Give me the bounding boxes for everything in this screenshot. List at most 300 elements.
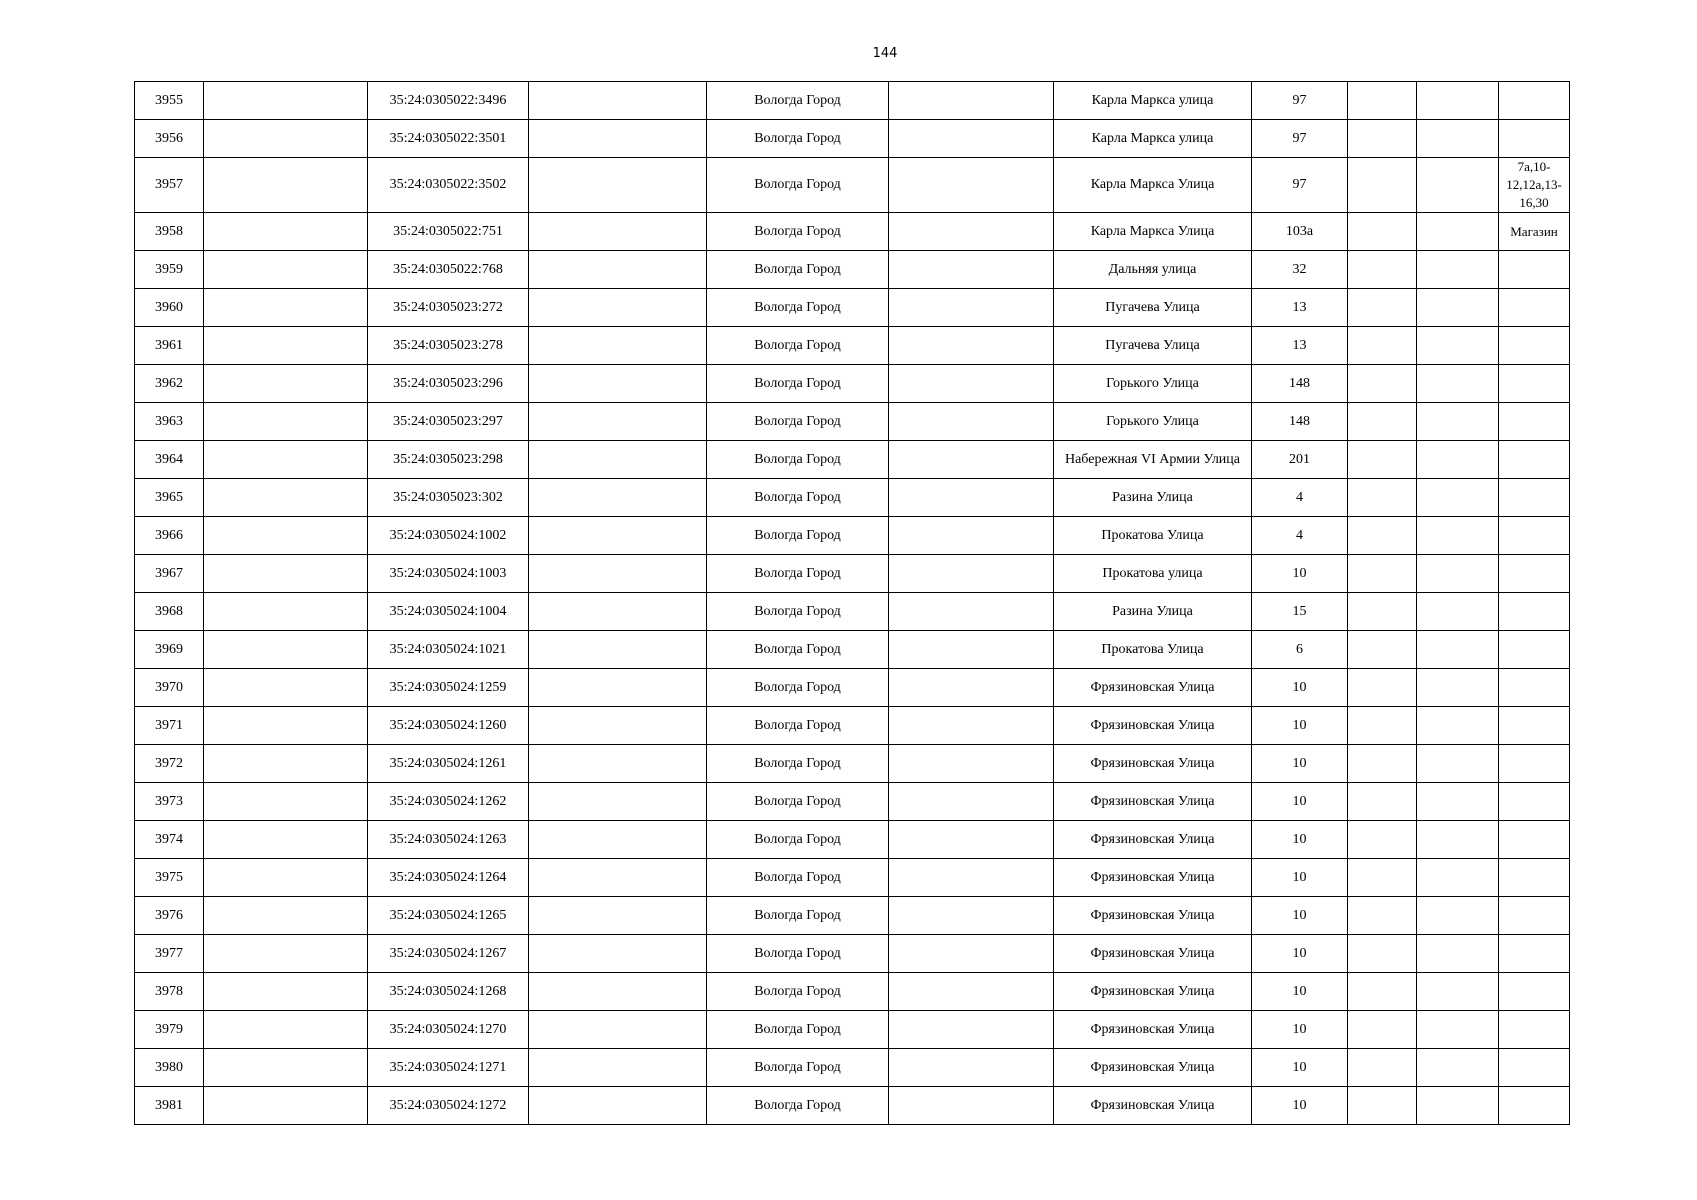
street-cell: Пугачева Улица <box>1054 289 1252 327</box>
empty-cell <box>204 1049 368 1087</box>
cadastral-number-cell: 35:24:0305024:1002 <box>368 517 529 555</box>
table-row <box>135 897 1570 935</box>
empty-cell <box>889 555 1054 593</box>
empty-cell <box>889 745 1054 783</box>
street-cell: Дальняя улица <box>1054 251 1252 289</box>
empty-cell <box>889 593 1054 631</box>
note-cell <box>1499 251 1570 289</box>
empty-cell <box>1417 158 1499 213</box>
empty-cell <box>529 403 707 441</box>
empty-cell <box>1417 82 1499 120</box>
empty-cell <box>529 158 707 213</box>
empty-cell <box>529 327 707 365</box>
empty-cell <box>1417 707 1499 745</box>
table-row <box>135 82 1570 120</box>
empty-cell <box>1348 821 1417 859</box>
empty-cell <box>889 973 1054 1011</box>
row-number-cell: 3956 <box>135 120 204 158</box>
cadastral-number-cell: 35:24:0305023:296 <box>368 365 529 403</box>
empty-cell <box>1417 745 1499 783</box>
note-cell: 7а,10-12,12а,13-16,30 <box>1499 158 1570 213</box>
table-row <box>135 973 1570 1011</box>
empty-cell <box>1348 745 1417 783</box>
city-cell: Вологда Город <box>707 1087 889 1125</box>
row-number-cell: 3969 <box>135 631 204 669</box>
table-row <box>135 1011 1570 1049</box>
row-number-cell: 3977 <box>135 935 204 973</box>
city-cell: Вологда Город <box>707 973 889 1011</box>
row-number-cell: 3958 <box>135 213 204 251</box>
empty-cell <box>1348 973 1417 1011</box>
city-cell: Вологда Город <box>707 821 889 859</box>
table-row <box>135 707 1570 745</box>
table-row <box>135 327 1570 365</box>
house-number-cell: 10 <box>1252 669 1348 707</box>
empty-cell <box>889 631 1054 669</box>
street-cell: Фрязиновская Улица <box>1054 897 1252 935</box>
empty-cell <box>204 935 368 973</box>
table-row <box>135 1049 1570 1087</box>
city-cell: Вологда Город <box>707 158 889 213</box>
table-row <box>135 479 1570 517</box>
empty-cell <box>529 745 707 783</box>
city-cell: Вологда Город <box>707 365 889 403</box>
empty-cell <box>889 441 1054 479</box>
table-row <box>135 1087 1570 1125</box>
house-number-cell: 10 <box>1252 1011 1348 1049</box>
house-number-cell: 4 <box>1252 517 1348 555</box>
empty-cell <box>529 859 707 897</box>
empty-cell <box>889 897 1054 935</box>
empty-cell <box>1417 935 1499 973</box>
row-number-cell: 3976 <box>135 897 204 935</box>
empty-cell <box>1348 517 1417 555</box>
empty-cell <box>529 593 707 631</box>
table-row <box>135 669 1570 707</box>
empty-cell <box>1348 327 1417 365</box>
cadastral-number-cell: 35:24:0305022:3502 <box>368 158 529 213</box>
row-number-cell: 3975 <box>135 859 204 897</box>
cadastral-number-cell: 35:24:0305024:1004 <box>368 593 529 631</box>
empty-cell <box>204 213 368 251</box>
cadastral-number-cell: 35:24:0305022:751 <box>368 213 529 251</box>
city-cell: Вологда Город <box>707 1011 889 1049</box>
street-cell: Горького Улица <box>1054 403 1252 441</box>
city-cell: Вологда Город <box>707 120 889 158</box>
empty-cell <box>1417 1011 1499 1049</box>
city-cell: Вологда Город <box>707 669 889 707</box>
street-cell: Фрязиновская Улица <box>1054 1011 1252 1049</box>
street-cell: Фрязиновская Улица <box>1054 859 1252 897</box>
empty-cell <box>1348 441 1417 479</box>
street-cell: Карла Маркса Улица <box>1054 158 1252 213</box>
empty-cell <box>889 327 1054 365</box>
empty-cell <box>1348 158 1417 213</box>
street-cell: Карла Маркса улица <box>1054 120 1252 158</box>
cadastral-number-cell: 35:24:0305024:1021 <box>368 631 529 669</box>
row-number-cell: 3964 <box>135 441 204 479</box>
empty-cell <box>529 821 707 859</box>
row-number-cell: 3962 <box>135 365 204 403</box>
note-cell <box>1499 593 1570 631</box>
street-cell: Фрязиновская Улица <box>1054 669 1252 707</box>
empty-cell <box>529 669 707 707</box>
note-cell <box>1499 973 1570 1011</box>
empty-cell <box>889 1087 1054 1125</box>
empty-cell <box>889 251 1054 289</box>
row-number-cell: 3972 <box>135 745 204 783</box>
empty-cell <box>1417 403 1499 441</box>
note-cell <box>1499 745 1570 783</box>
empty-cell <box>529 441 707 479</box>
house-number-cell: 97 <box>1252 120 1348 158</box>
table-row <box>135 403 1570 441</box>
empty-cell <box>1417 593 1499 631</box>
city-cell: Вологда Город <box>707 1049 889 1087</box>
empty-cell <box>889 479 1054 517</box>
empty-cell <box>529 555 707 593</box>
page-number: 144 <box>872 46 898 61</box>
empty-cell <box>1348 1087 1417 1125</box>
empty-cell <box>889 669 1054 707</box>
city-cell: Вологда Город <box>707 707 889 745</box>
table-row <box>135 517 1570 555</box>
empty-cell <box>204 593 368 631</box>
cadastral-number-cell: 35:24:0305024:1264 <box>368 859 529 897</box>
empty-cell <box>889 859 1054 897</box>
note-cell: Магазин <box>1499 213 1570 251</box>
empty-cell <box>1348 1049 1417 1087</box>
empty-cell <box>204 555 368 593</box>
empty-cell <box>1417 669 1499 707</box>
empty-cell <box>204 783 368 821</box>
cadastral-number-cell: 35:24:0305024:1263 <box>368 821 529 859</box>
note-cell <box>1499 365 1570 403</box>
table-row <box>135 821 1570 859</box>
cadastral-number-cell: 35:24:0305024:1259 <box>368 669 529 707</box>
empty-cell <box>204 158 368 213</box>
empty-cell <box>1417 821 1499 859</box>
empty-cell <box>204 973 368 1011</box>
city-cell: Вологда Город <box>707 783 889 821</box>
city-cell: Вологда Город <box>707 251 889 289</box>
empty-cell <box>204 479 368 517</box>
empty-cell <box>889 82 1054 120</box>
empty-cell <box>204 669 368 707</box>
note-cell <box>1499 120 1570 158</box>
row-number-cell: 3957 <box>135 158 204 213</box>
street-cell: Горького Улица <box>1054 365 1252 403</box>
note-cell <box>1499 1049 1570 1087</box>
empty-cell <box>1417 859 1499 897</box>
empty-cell <box>1348 365 1417 403</box>
house-number-cell: 10 <box>1252 935 1348 973</box>
street-cell: Фрязиновская Улица <box>1054 1087 1252 1125</box>
city-cell: Вологда Город <box>707 82 889 120</box>
empty-cell <box>1348 669 1417 707</box>
street-cell: Пугачева Улица <box>1054 327 1252 365</box>
street-cell: Карла Маркса Улица <box>1054 213 1252 251</box>
house-number-cell: 10 <box>1252 859 1348 897</box>
cadastral-number-cell: 35:24:0305023:302 <box>368 479 529 517</box>
empty-cell <box>529 707 707 745</box>
note-cell <box>1499 441 1570 479</box>
empty-cell <box>529 82 707 120</box>
empty-cell <box>1348 707 1417 745</box>
house-number-cell: 148 <box>1252 365 1348 403</box>
cadastral-number-cell: 35:24:0305023:298 <box>368 441 529 479</box>
table-row <box>135 745 1570 783</box>
row-number-cell: 3980 <box>135 1049 204 1087</box>
note-cell <box>1499 289 1570 327</box>
table-row <box>135 213 1570 251</box>
house-number-cell: 10 <box>1252 973 1348 1011</box>
note-cell <box>1499 783 1570 821</box>
street-cell: Разина Улица <box>1054 593 1252 631</box>
house-number-cell: 13 <box>1252 289 1348 327</box>
empty-cell <box>529 479 707 517</box>
city-cell: Вологда Город <box>707 403 889 441</box>
empty-cell <box>529 517 707 555</box>
empty-cell <box>529 213 707 251</box>
city-cell: Вологда Город <box>707 327 889 365</box>
note-cell <box>1499 935 1570 973</box>
empty-cell <box>1417 479 1499 517</box>
empty-cell <box>1348 935 1417 973</box>
street-cell: Разина Улица <box>1054 479 1252 517</box>
empty-cell <box>1417 517 1499 555</box>
house-number-cell: 10 <box>1252 555 1348 593</box>
row-number-cell: 3960 <box>135 289 204 327</box>
empty-cell <box>889 158 1054 213</box>
table-row <box>135 365 1570 403</box>
empty-cell <box>1348 479 1417 517</box>
empty-cell <box>204 821 368 859</box>
note-cell <box>1499 517 1570 555</box>
table-row <box>135 251 1570 289</box>
empty-cell <box>1348 783 1417 821</box>
cadastral-number-cell: 35:24:0305024:1265 <box>368 897 529 935</box>
note-cell <box>1499 82 1570 120</box>
registry-body <box>135 82 1570 1125</box>
city-cell: Вологда Город <box>707 441 889 479</box>
empty-cell <box>204 745 368 783</box>
empty-cell <box>204 289 368 327</box>
table-row <box>135 593 1570 631</box>
row-number-cell: 3966 <box>135 517 204 555</box>
empty-cell <box>529 1049 707 1087</box>
house-number-cell: 10 <box>1252 821 1348 859</box>
note-cell <box>1499 555 1570 593</box>
house-number-cell: 10 <box>1252 745 1348 783</box>
note-cell <box>1499 327 1570 365</box>
empty-cell <box>1348 82 1417 120</box>
empty-cell <box>1417 1087 1499 1125</box>
row-number-cell: 3971 <box>135 707 204 745</box>
empty-cell <box>1348 213 1417 251</box>
empty-cell <box>204 251 368 289</box>
house-number-cell: 32 <box>1252 251 1348 289</box>
street-cell: Карла Маркса улица <box>1054 82 1252 120</box>
street-cell: Фрязиновская Улица <box>1054 935 1252 973</box>
empty-cell <box>204 1087 368 1125</box>
empty-cell <box>889 517 1054 555</box>
cadastral-number-cell: 35:24:0305023:297 <box>368 403 529 441</box>
street-cell: Фрязиновская Улица <box>1054 821 1252 859</box>
house-number-cell: 97 <box>1252 82 1348 120</box>
empty-cell <box>889 707 1054 745</box>
empty-cell <box>204 403 368 441</box>
empty-cell <box>204 1011 368 1049</box>
house-number-cell: 10 <box>1252 897 1348 935</box>
house-number-cell: 10 <box>1252 783 1348 821</box>
empty-cell <box>529 935 707 973</box>
empty-cell <box>529 897 707 935</box>
empty-cell <box>889 213 1054 251</box>
house-number-cell: 148 <box>1252 403 1348 441</box>
table-row <box>135 783 1570 821</box>
empty-cell <box>1417 1049 1499 1087</box>
empty-cell <box>889 365 1054 403</box>
house-number-cell: 103а <box>1252 213 1348 251</box>
street-cell: Прокатова Улица <box>1054 517 1252 555</box>
empty-cell <box>1417 289 1499 327</box>
empty-cell <box>1348 1011 1417 1049</box>
empty-cell <box>529 631 707 669</box>
table-row <box>135 158 1570 213</box>
note-cell <box>1499 897 1570 935</box>
row-number-cell: 3973 <box>135 783 204 821</box>
empty-cell <box>529 1087 707 1125</box>
empty-cell <box>1417 555 1499 593</box>
note-cell <box>1499 403 1570 441</box>
cadastral-number-cell: 35:24:0305024:1262 <box>368 783 529 821</box>
house-number-cell: 97 <box>1252 158 1348 213</box>
row-number-cell: 3979 <box>135 1011 204 1049</box>
house-number-cell: 6 <box>1252 631 1348 669</box>
row-number-cell: 3978 <box>135 973 204 1011</box>
house-number-cell: 201 <box>1252 441 1348 479</box>
empty-cell <box>529 120 707 158</box>
note-cell <box>1499 821 1570 859</box>
empty-cell <box>889 1049 1054 1087</box>
note-cell <box>1499 707 1570 745</box>
empty-cell <box>1417 213 1499 251</box>
empty-cell <box>1417 973 1499 1011</box>
empty-cell <box>1348 897 1417 935</box>
house-number-cell: 13 <box>1252 327 1348 365</box>
city-cell: Вологда Город <box>707 745 889 783</box>
table-row <box>135 631 1570 669</box>
empty-cell <box>204 82 368 120</box>
house-number-cell: 15 <box>1252 593 1348 631</box>
row-number-cell: 3965 <box>135 479 204 517</box>
table-row <box>135 555 1570 593</box>
city-cell: Вологда Город <box>707 289 889 327</box>
empty-cell <box>1417 441 1499 479</box>
city-cell: Вологда Город <box>707 935 889 973</box>
empty-cell <box>889 783 1054 821</box>
row-number-cell: 3963 <box>135 403 204 441</box>
street-cell: Набережная VI Армии Улица <box>1054 441 1252 479</box>
cadastral-number-cell: 35:24:0305024:1268 <box>368 973 529 1011</box>
cadastral-number-cell: 35:24:0305024:1260 <box>368 707 529 745</box>
row-number-cell: 3974 <box>135 821 204 859</box>
city-cell: Вологда Город <box>707 213 889 251</box>
empty-cell <box>529 251 707 289</box>
street-cell: Фрязиновская Улица <box>1054 745 1252 783</box>
note-cell <box>1499 479 1570 517</box>
street-cell: Фрязиновская Улица <box>1054 973 1252 1011</box>
empty-cell <box>204 365 368 403</box>
empty-cell <box>889 289 1054 327</box>
note-cell <box>1499 631 1570 669</box>
city-cell: Вологда Город <box>707 555 889 593</box>
empty-cell <box>204 897 368 935</box>
empty-cell <box>1417 783 1499 821</box>
street-cell: Фрязиновская Улица <box>1054 707 1252 745</box>
empty-cell <box>529 973 707 1011</box>
street-cell: Прокатова улица <box>1054 555 1252 593</box>
street-cell: Прокатова Улица <box>1054 631 1252 669</box>
row-number-cell: 3961 <box>135 327 204 365</box>
empty-cell <box>1348 403 1417 441</box>
note-cell <box>1499 1087 1570 1125</box>
empty-cell <box>204 441 368 479</box>
table-row <box>135 289 1570 327</box>
empty-cell <box>529 365 707 403</box>
empty-cell <box>529 783 707 821</box>
empty-cell <box>529 1011 707 1049</box>
empty-cell <box>1417 631 1499 669</box>
note-cell <box>1499 1011 1570 1049</box>
empty-cell <box>1348 120 1417 158</box>
empty-cell <box>889 120 1054 158</box>
empty-cell <box>204 707 368 745</box>
table-row <box>135 120 1570 158</box>
empty-cell <box>889 1011 1054 1049</box>
table-row <box>135 441 1570 479</box>
registry-table <box>134 81 1570 1125</box>
table-row <box>135 859 1570 897</box>
row-number-cell: 3955 <box>135 82 204 120</box>
empty-cell <box>204 327 368 365</box>
empty-cell <box>204 631 368 669</box>
row-number-cell: 3981 <box>135 1087 204 1125</box>
row-number-cell: 3970 <box>135 669 204 707</box>
cadastral-number-cell: 35:24:0305024:1003 <box>368 555 529 593</box>
empty-cell <box>889 403 1054 441</box>
cadastral-number-cell: 35:24:0305022:3496 <box>368 82 529 120</box>
cadastral-number-cell: 35:24:0305024:1272 <box>368 1087 529 1125</box>
empty-cell <box>204 859 368 897</box>
cadastral-number-cell: 35:24:0305024:1270 <box>368 1011 529 1049</box>
empty-cell <box>889 821 1054 859</box>
empty-cell <box>1417 327 1499 365</box>
house-number-cell: 10 <box>1252 1049 1348 1087</box>
empty-cell <box>1417 120 1499 158</box>
city-cell: Вологда Город <box>707 479 889 517</box>
empty-cell <box>1417 365 1499 403</box>
empty-cell <box>529 289 707 327</box>
empty-cell <box>204 517 368 555</box>
empty-cell <box>1348 289 1417 327</box>
city-cell: Вологда Город <box>707 631 889 669</box>
row-number-cell: 3968 <box>135 593 204 631</box>
cadastral-number-cell: 35:24:0305024:1271 <box>368 1049 529 1087</box>
cadastral-number-cell: 35:24:0305022:768 <box>368 251 529 289</box>
cadastral-number-cell: 35:24:0305022:3501 <box>368 120 529 158</box>
